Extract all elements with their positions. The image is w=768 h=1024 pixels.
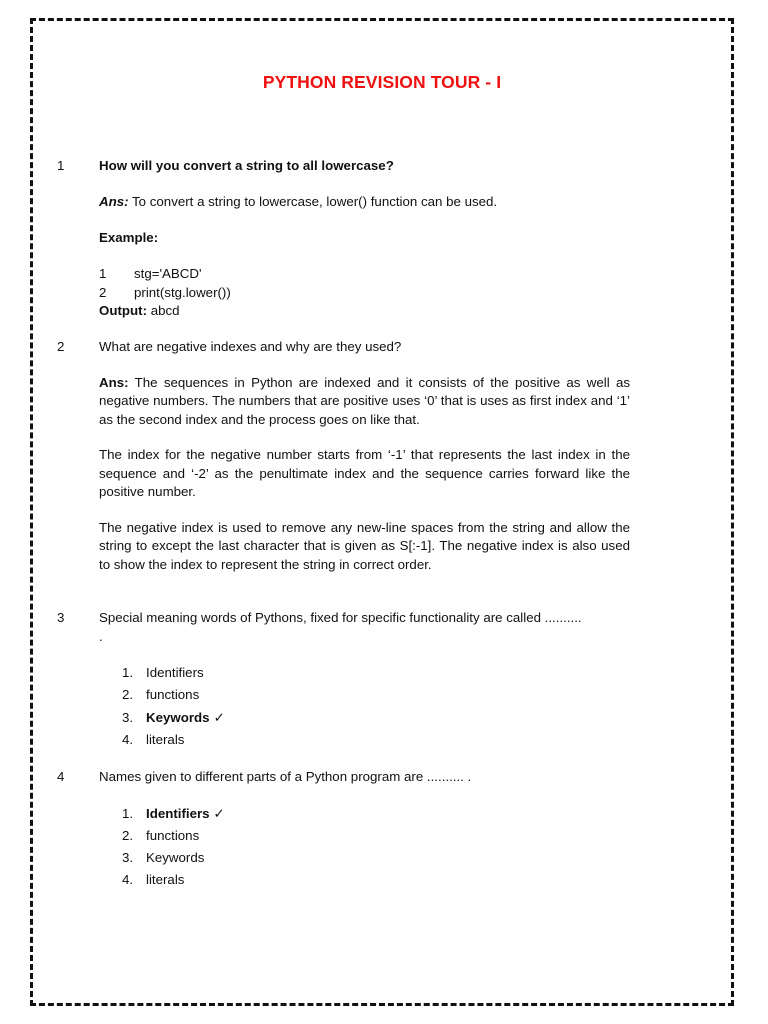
option-item <box>99 729 630 751</box>
code-line-number: 1 <box>99 266 107 281</box>
option-item-correct <box>99 803 630 825</box>
code-line <box>99 265 630 284</box>
question-number: 4 <box>57 769 65 784</box>
answer-text: To convert a string to lowercase, lower() function can be used. <box>132 194 498 209</box>
option-number: 1. <box>122 805 134 821</box>
option-item <box>99 662 630 684</box>
answer-label: Ans: <box>99 374 129 390</box>
output-value: abcd <box>150 303 180 318</box>
example-label: Example: <box>99 230 159 245</box>
code-block <box>99 265 630 302</box>
question-text-continuation: . <box>99 628 103 644</box>
option-number: 4. <box>122 872 134 888</box>
option-text: Keywords <box>146 850 205 866</box>
option-text: literals <box>146 731 185 747</box>
option-text <box>146 707 225 729</box>
option-number: 1. <box>122 665 134 680</box>
checkmark-icon: ✓ <box>213 805 225 821</box>
option-item <box>99 869 630 891</box>
option-text: literals <box>146 872 185 888</box>
option-text: Identifiers <box>146 665 204 680</box>
option-item <box>99 847 630 869</box>
code-line <box>99 284 630 303</box>
option-number: 2. <box>122 827 134 843</box>
code-line-text: stg='ABCD' <box>134 266 202 281</box>
question-number: 3 <box>57 610 65 625</box>
question-body <box>99 768 630 892</box>
question-number: 2 <box>57 339 65 354</box>
question-body <box>99 609 630 751</box>
output-label: Output: <box>99 303 147 318</box>
options-list <box>99 803 630 892</box>
question-text: What are negative indexes and why are they used? <box>99 339 402 354</box>
option-text <box>146 803 225 825</box>
answer-paragraph <box>99 374 630 430</box>
answer-paragraph: The index for the negative number starts from ‘-1’ that represents the last index in the sequence and ‘-2’ as the penultimate index and the sequence carries forward like the positive number. <box>99 447 630 499</box>
option-item-correct <box>99 707 630 729</box>
option-number: 3. <box>122 709 134 725</box>
option-number: 3. <box>122 850 134 866</box>
checkmark-icon: ✓ <box>213 709 225 725</box>
code-line-number: 2 <box>99 284 107 300</box>
question-body <box>99 338 630 574</box>
option-number: 4. <box>122 731 134 747</box>
answer-paragraph: The negative index is used to remove any new-line spaces from the string and allow the string to except the last character that is given as S[:-1]. The negative index is also used to show the index to represent the string in correct order. <box>99 519 630 572</box>
question-number: 1 <box>57 158 65 173</box>
question-text: Special meaning words of Pythons, fixed for specific functionality are called .......... <box>99 610 582 625</box>
option-item <box>99 684 630 706</box>
answer-label: Ans: <box>99 194 129 209</box>
question-body <box>99 157 630 321</box>
page-title: PYTHON REVISION TOUR - I <box>262 72 502 92</box>
options-list <box>99 662 630 751</box>
answer-text: The sequences in Python are indexed and it consists of the positive as well as negative numbers. The numbers that are positive uses ‘0’ that is uses as first index and ‘1’ as the second index and the process goes on like that. <box>99 374 630 427</box>
option-text: functions <box>146 687 200 703</box>
option-text: functions <box>146 827 200 843</box>
question-text: Names given to different parts of a Python program are .......... . <box>99 769 472 784</box>
code-line-text: print(stg.lower()) <box>134 284 231 300</box>
option-label: Keywords <box>146 709 210 725</box>
option-label: Identifiers <box>146 805 210 821</box>
question-text: How will you convert a string to all lowercase? <box>99 158 394 173</box>
answer <box>99 193 630 212</box>
option-item <box>99 825 630 847</box>
output <box>99 302 630 321</box>
option-number: 2. <box>122 687 134 703</box>
